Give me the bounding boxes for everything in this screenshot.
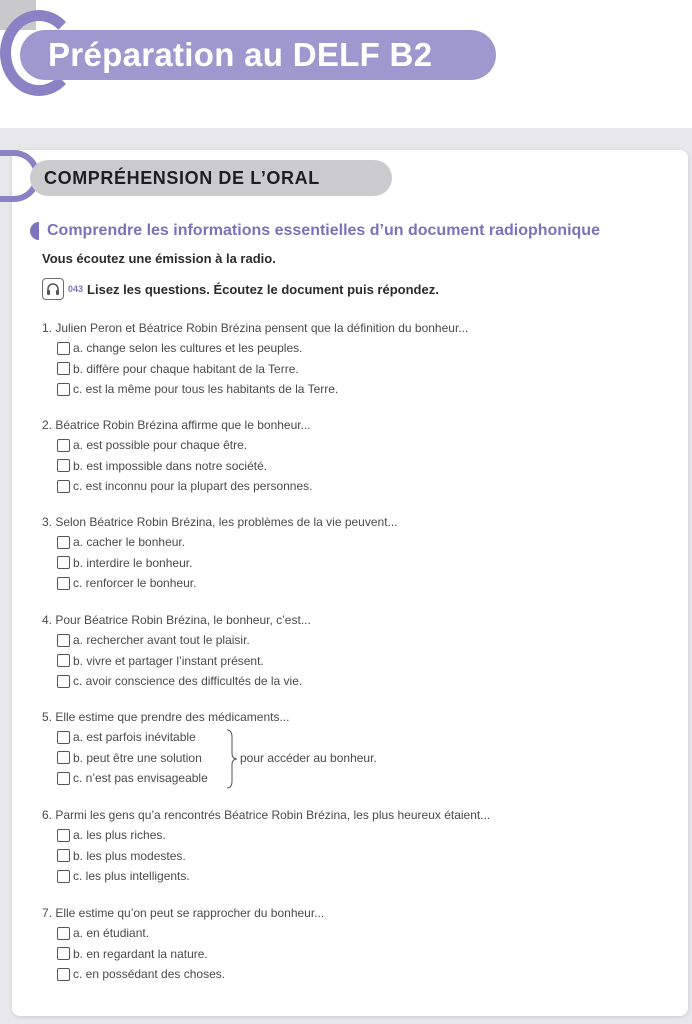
checkbox[interactable] [57,772,70,785]
question-text: 2. Béatrice Robin Brézina affirme que le bonheur... [42,418,311,432]
checkbox[interactable] [57,362,70,375]
option-b[interactable] [57,553,398,574]
option-label: c. les plus intelligents. [73,869,190,884]
question-text: 4. Pour Béatrice Robin Brézina, le bonheur, c’est... [42,613,311,627]
subtitle-row [30,220,600,242]
option-label: a. rechercher avant tout le plaisir. [73,633,250,648]
option-c[interactable] [57,573,398,594]
exercise-subtitle: Comprendre les informations essentielles d’un document radiophonique [47,222,600,239]
option-label: c. avoir conscience des difficultés de la vie. [73,674,303,689]
checkbox[interactable] [57,968,70,981]
option-label: a. change selon les cultures et les peuples. [73,341,303,356]
option-label: c. est inconnu pour la plupart des personnes. [73,479,313,494]
checkbox[interactable] [57,459,70,472]
question-7 [42,903,324,985]
option-c[interactable] [57,476,312,497]
option-label: c. renforcer le bonheur. [73,576,197,591]
question-text: 1. Julien Peron et Béatrice Robin Brézina pensent que la définition du bonheur... [42,321,469,335]
question-1 [42,318,468,400]
option-label: a. les plus riches. [73,828,166,843]
option-c[interactable] [57,379,468,400]
checkbox[interactable] [57,536,70,549]
checkbox[interactable] [57,439,70,452]
option-label: c. n’est pas envisageable [73,771,208,786]
brace-caption: pour accéder au bonheur. [240,751,377,765]
question-3 [42,512,398,594]
checkbox[interactable] [57,731,70,744]
checkbox[interactable] [57,751,70,764]
question-5 [42,707,442,791]
instruction-text: Lisez les questions. Écoutez le document puis répondez. [87,281,439,297]
question-text: 3. Selon Béatrice Robin Brézina, les problèmes de la vie peuvent... [42,515,398,529]
option-label: b. peut être une solution [73,750,202,765]
question-text: 5. Elle estime que prendre des médicaments... [42,710,290,724]
checkbox[interactable] [57,849,70,862]
checkbox[interactable] [57,577,70,590]
instruction-row [42,277,439,301]
checkbox[interactable] [57,870,70,883]
checkbox[interactable] [57,947,70,960]
section-title: COMPRÉHENSION DE L’ORAL [30,160,392,196]
checkbox[interactable] [57,480,70,493]
option-b[interactable] [57,456,312,477]
option-a[interactable] [57,825,490,846]
option-label: b. interdire le bonheur. [73,555,193,570]
checkbox[interactable] [57,342,70,355]
option-c[interactable] [57,866,490,887]
question-2 [42,415,312,497]
option-a[interactable] [57,727,442,748]
checkbox[interactable] [57,556,70,569]
checkbox[interactable] [57,383,70,396]
option-a[interactable] [57,923,324,944]
bullet-icon [30,222,39,240]
checkbox[interactable] [57,675,70,688]
option-c[interactable] [57,671,311,692]
option-label: c. est la même pour tous les habitants de la Terre. [73,382,339,397]
option-c[interactable] [57,964,324,985]
option-label: b. diffère pour chaque habitant de la Terre. [73,361,299,376]
option-a[interactable] [57,435,312,456]
option-b[interactable] [57,944,324,965]
question-text: 7. Elle estime qu’on peut se rapprocher du bonheur... [42,906,325,920]
checkbox[interactable] [57,829,70,842]
option-a[interactable] [57,532,398,553]
checkbox[interactable] [57,634,70,647]
option-label: a. est parfois inévitable [73,730,196,745]
option-b[interactable] [57,846,490,867]
option-label: b. en regardant la nature. [73,946,208,961]
question-6 [42,805,490,887]
option-label: a. en étudiant. [73,926,150,941]
intro-text: Vous écoutez une émission à la radio. [42,251,276,266]
checkbox[interactable] [57,927,70,940]
option-label: a. est possible pour chaque être. [73,438,248,453]
page-title: Préparation au DELF B2 [20,30,496,80]
question-text: 6. Parmi les gens qu’a rencontrés Béatrice Robin Brézina, les plus heureux étaient... [42,808,491,822]
option-label: b. les plus modestes. [73,848,186,863]
track-number: 043 [68,284,84,294]
option-label: b. vivre et partager l’instant présent. [73,653,264,668]
option-label: c. en possédant des choses. [73,967,226,982]
option-a[interactable] [57,630,311,651]
option-label: a. cacher le bonheur. [73,535,186,550]
headphones-icon[interactable] [42,278,64,300]
option-label: b. est impossible dans notre société. [73,458,268,473]
question-4 [42,610,311,692]
option-b[interactable] [57,359,468,380]
option-b[interactable] [57,651,311,672]
option-a[interactable] [57,338,468,359]
checkbox[interactable] [57,654,70,667]
brace-icon [226,729,238,789]
option-c[interactable] [57,768,442,789]
